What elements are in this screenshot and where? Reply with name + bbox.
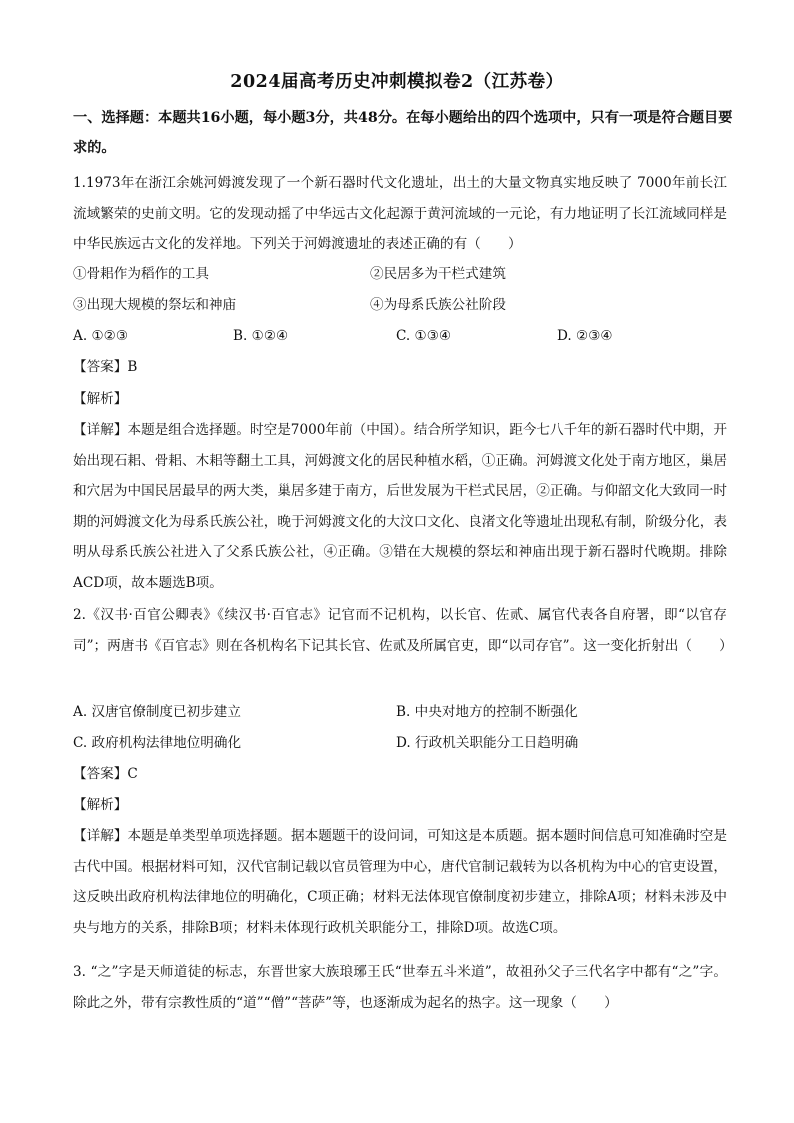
q2-option-d: D. 行政机关职能分工日趋明确 bbox=[396, 735, 579, 751]
q2-analysis-label: 【解析】 bbox=[73, 797, 128, 813]
q1-option-a: A. ①②③ bbox=[73, 328, 129, 344]
q2-detail: 【详解】本题是单类型单项选择题。据本题题干的设问词，可知这是本质题。据本题时间信息可知准确时空是古代中国。根据材料可知，汉代官制记载以官员管理为中心，唐代官制记载转为以各机构为中心的官吏设置，这反映出政府机构法律地位的明确化，C项正确；材料无法体现官僚制度初步建立，排除A项；材料未涉及中央与地方的关系，排除B项；材料未体现行政机关职能分工，排除D项。故选C项。 bbox=[73, 828, 727, 936]
question-1-stem: 1.1973年在浙江余姚河姆渡发现了一个新石器时代文化遗址，出土的大量文物真实地反映了 7000年前长江流域繁荣的史前文明。它的发现动摇了中华远古文化起源于黄河流域的一元论，有力地证明了长江流域同样是中华民族远古文化的发祥地。下列关于河姆渡遗址的表述正确的有（ ） bbox=[73, 175, 727, 252]
q2-answer: 【答案】C bbox=[73, 766, 138, 782]
question-3-stem: 3. “之”字是天师道徒的标志，东晋世家大族琅琊王氏“世奉五斗米道”，故祖孙父子三代名字中都有“之”字。除此之外，带有宗教性质的“道”“僧”“菩萨”等，也逐渐成为起名的热字。这一现象（ ） bbox=[73, 964, 727, 1011]
page-title: 2024届高考历史冲刺模拟卷2（江苏卷） bbox=[230, 72, 564, 92]
q1-answer: 【答案】B bbox=[73, 359, 138, 375]
q2-option-b: B. 中央对地方的控制不断强化 bbox=[396, 704, 578, 720]
section-header: 一、选择题：本题共16小题，每小题3分，共48分。在每小题给出的四个选项中，只有一项是符合题目要求的。 bbox=[73, 110, 733, 156]
q2-option-c: C. 政府机构法律地位明确化 bbox=[73, 735, 242, 751]
q1-item-2: ②民居多为干栏式建筑 bbox=[370, 266, 506, 282]
q1-item-3: ③出现大规模的祭坛和神庙 bbox=[73, 297, 237, 313]
q1-option-c: C. ①③④ bbox=[396, 328, 452, 344]
q1-analysis-label: 【解析】 bbox=[73, 391, 128, 407]
q2-option-a: A. 汉唐官僚制度已初步建立 bbox=[73, 704, 241, 720]
q1-detail: 【详解】本题是组合选择题。时空是7000年前（中国）。结合所学知识，距今七八千年的新石器时代中期，开始出现石耜、骨耜、木耜等翻土工具，河姆渡文化的居民种植水稻，①正确。河姆渡文化处于南方地区，巢居和穴居为中国民居最早的两大类，巢居多建于南方，后世发展为干栏式民居，②正确。与仰韶文化大致同一时期的河姆渡文化为母系氏族公社，晚于河姆渡文化的大汶口文化、良渚文化等遗址出现私有制，阶级分化，表明从母系氏族公社进入了父系氏族公社，④正确。③错在大规模的祭坛和神庙出现于新石器时代晚期。排除ACD项，故本题选B项。 bbox=[73, 422, 727, 591]
q1-item-1: ①骨耜作为稻作的工具 bbox=[73, 266, 209, 282]
q1-option-b: B. ①②④ bbox=[233, 328, 289, 344]
question-2-stem: 2.《汉书·百官公卿表》《续汉书·百官志》记官而不记机构，以长官、佐贰、属官代表各自府署，即“以官存司”；两唐书《百官志》则在各机构名下记其长官、佐贰及所属官吏，即“以司存官”。这一变化折射出（ ） bbox=[73, 607, 733, 654]
q1-option-d: D. ②③④ bbox=[557, 328, 613, 344]
q1-item-4: ④为母系氏族公社阶段 bbox=[370, 297, 506, 313]
